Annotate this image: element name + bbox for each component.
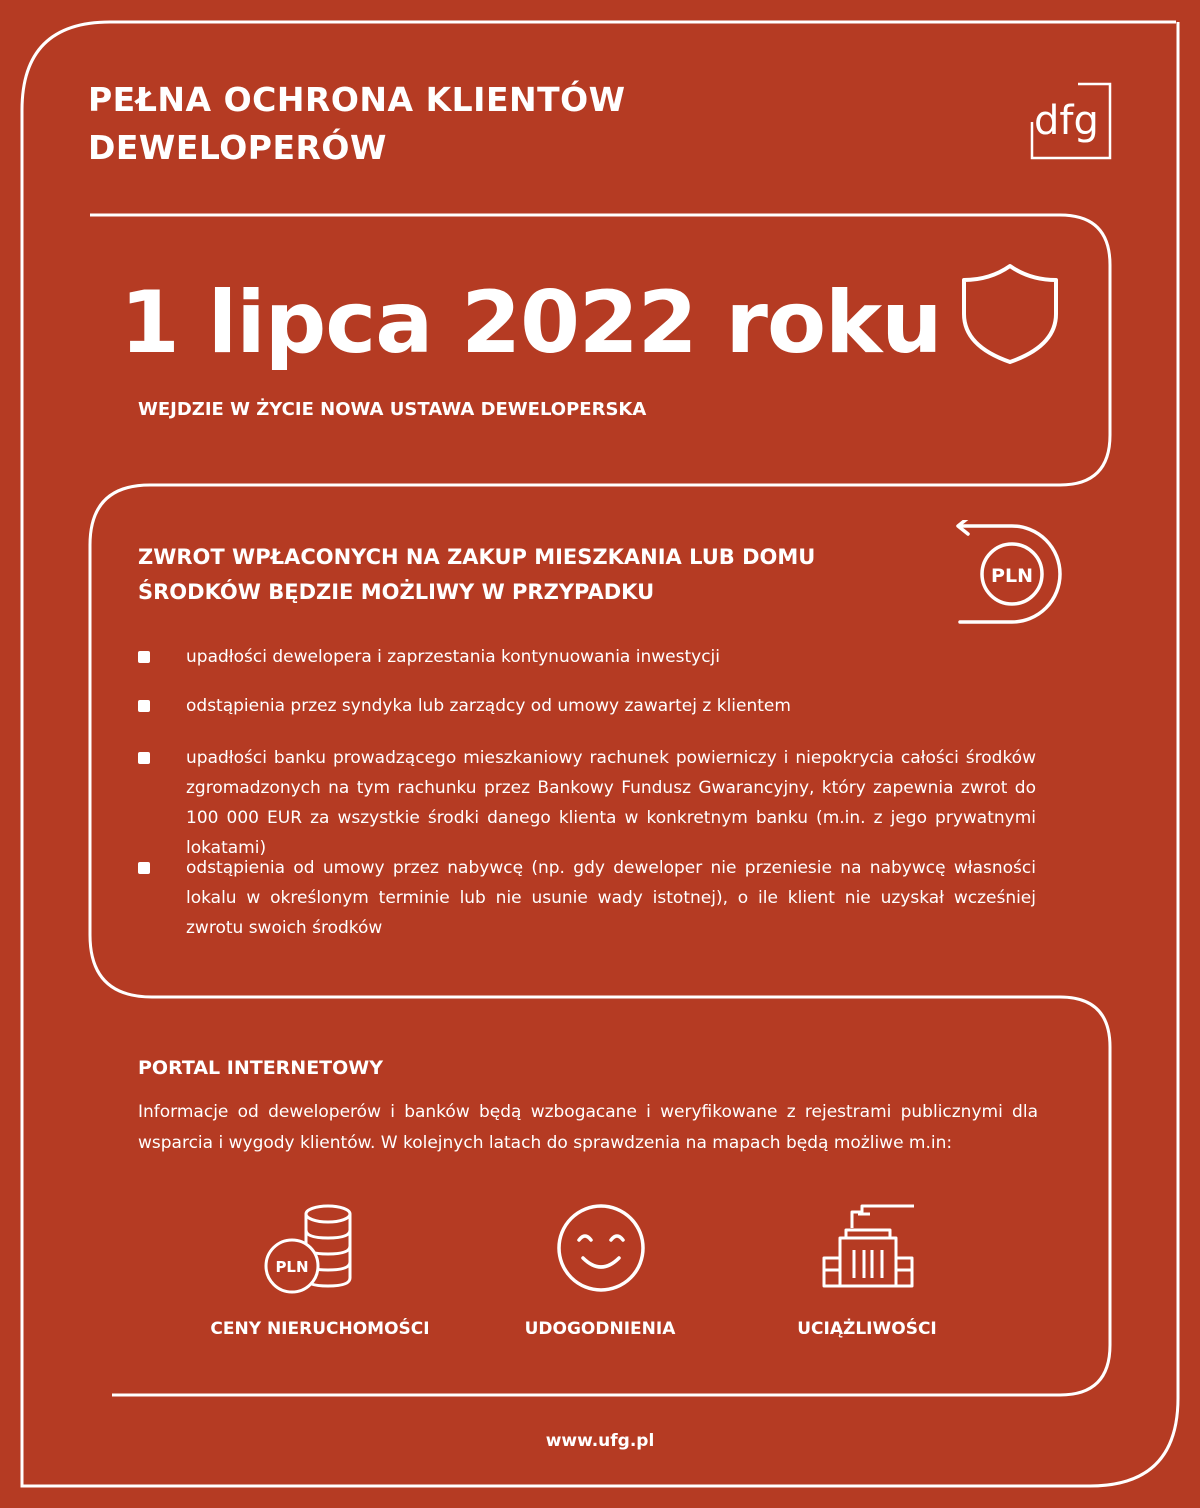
refund-heading-line-1: ZWROT WPŁACONYCH NA ZAKUP MIESZKANIA LUB DOMU	[138, 545, 816, 569]
page-title-line-1: PEŁNA OCHRONA KLIENTÓW	[88, 80, 626, 119]
dfg-logo	[1030, 82, 1112, 160]
bullet-square-icon	[138, 752, 150, 764]
pln-refund-icon	[950, 520, 1066, 628]
page-title-line-2: DEWELOPERÓW	[88, 128, 387, 167]
bullet-square-icon	[138, 651, 150, 663]
list-item-text: upadłości dewelopera i zaprzestania kontynuowania inwestycji	[186, 647, 720, 667]
date-headline: 1 lipca 2022 roku	[120, 273, 942, 373]
bullet-square-icon	[138, 862, 150, 874]
portal-heading: PORTAL INTERNETOWY	[138, 1057, 384, 1079]
feature-label-amenities: UDOGODNIENIA	[524, 1319, 676, 1339]
bullet-square-icon	[138, 700, 150, 712]
coins-pln-icon-text: PLN	[275, 1258, 309, 1276]
factory-icon	[818, 1200, 918, 1296]
date-subtitle: WEJDZIE W ŻYCIE NOWA USTAWA DEWELOPERSKA	[138, 399, 647, 420]
list-item-text: odstąpienia od umowy przez nabywcę (np. gdy deweloper nie przeniesie na nabywcę własności lokalu w określonym terminie lub nie usunie wady istotnej), o ile klient nie uzyskał wcześniej zwrotu swoich środków	[186, 858, 1036, 938]
feature-label-nuisances: UCIĄŻLIWOŚCI	[797, 1319, 937, 1339]
coins-pln-icon	[262, 1200, 362, 1296]
refund-heading	[138, 540, 898, 610]
page-title	[88, 76, 788, 172]
portal-description: Informacje od deweloperów i banków będą wzbogacane i weryfikowane z rejestrami publicznymi dla wsparcia i wygody klientów. W kolejnych latach do sprawdzenia na mapach będą możliwe m.in:	[138, 1102, 1038, 1153]
pln-refund-icon-text: PLN	[991, 565, 1033, 587]
list-item-text: upadłości banku prowadzącego mieszkaniowy rachunek powierniczy i niepokrycia całości środków zgromadzonych na tym rachunku przez Bankowy Fundusz Gwarancyjny, który zapewnia zwrot do 100 000 EUR za wszystkie środki danego klienta w konkretnym banku (m.in. z jego prywatnymi lokatami)	[186, 748, 1036, 858]
list-item-text: odstąpienia przez syndyka lub zarządcy od umowy zawartej z klientem	[186, 696, 791, 716]
footer-url[interactable]: www.ufg.pl	[545, 1431, 655, 1451]
feature-label-prices: CENY NIERUCHOMOŚCI	[210, 1319, 430, 1339]
logo-text: dfg	[1034, 98, 1099, 144]
smiley-icon	[551, 1200, 651, 1296]
refund-heading-line-2: ŚRODKÓW BĘDZIE MOŻLIWY W PRZYPADKU	[138, 580, 655, 604]
shield-icon	[960, 262, 1060, 366]
